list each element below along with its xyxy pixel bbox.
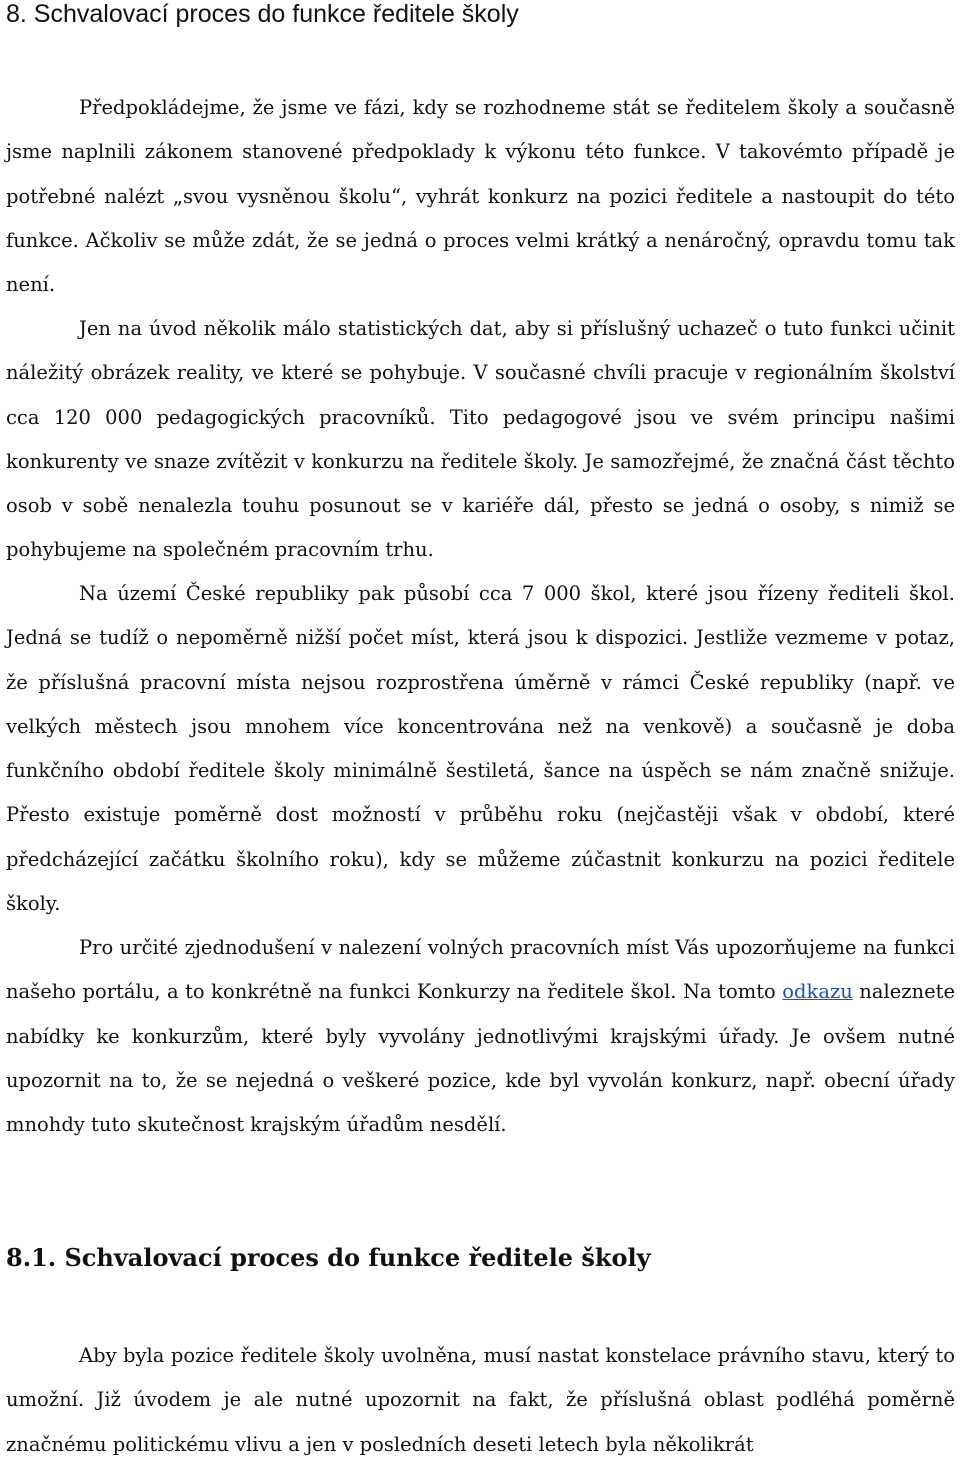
paragraph-statistics: Jen na úvod několik málo statistických dat, aby si příslušný uchazeč o tuto funkci učinit náležitý obrázek reality, ve které se pohybuje. V současné chvíli pracuje v regionálním školství cca 120 000 pedagogických pracovníků. Tito pedagogové jsou ve svém principu našimi konkurenty ve snaze zvítězit v konkurzu na ředitele školy. Je samozřejmé, že značná část těchto osob v sobě nenalezla touhu posunout se v kariéře dál, přesto se jedná o osoby, s nimiž se pohybujeme na společném pracovním trhu. [6,317,955,562]
paragraph-intro: Předpokládejme, že jsme ve fázi, kdy se rozhodneme stát se ředitelem školy a současně jsme naplnili zákonem stanovené předpoklady k výkonu této funkce. V takovémto případě je potřebné nalézt „svou vysněnou školu“, vyhrát konkurz na pozici ředitele a nastoupit do této funkce. Ačkoliv se může zdát, že se jedná o proces velmi krátký a nenáročný, opravdu tomu tak není. [6,96,955,296]
paragraph-portal-vacancies [6,926,955,1147]
section-heading-8-1: 8.1. Schvalovací proces do funkce ředitele školy [6,1243,651,1272]
odkazu-link[interactable]: odkazu [782,980,853,1004]
paragraph-schools-count: Na území České republiky pak působí cca 7 000 škol, které jsou řízeny řediteli škol. Jedná se tudíž o nepoměrně nižší počet míst, která jsou k dispozici. Jestliže vezmeme v potaz, že příslušná pracovní místa nejsou rozprostřena úměrně v rámci České republiky (např. ve velkých městech jsou mnohem více koncentrována než na venkově) a současně je doba funkčního období ředitele školy minimálně šestiletá, šance na úspěch se nám značně snižuje. Přesto existuje poměrně dost možností v průběhu roku (nejčastěji však v období, které předcházející začátku školního roku), kdy se můžeme zúčastnit konkurzu na pozici ředitele školy. [6,582,955,915]
paragraph-position-vacancy: Aby byla pozice ředitele školy uvolněna, musí nastat konstelace právního stavu, který to umožní. Již úvodem je ale nutné upozornit na fakt, že příslušná oblast podléhá poměrně značnému politickému vlivu a jen v posledních deseti letech byla několikrát [6,1344,955,1456]
paragraph-portal-text-after: naleznete nabídky ke konkurzům, které byly vyvolány jednotlivými krajskými úřady. Je ovšem nutné upozornit na to, že se nejedná o veškeré pozice, kde byl vyvolán konkurz, např. obecní úřady mnohdy tuto skutečnost krajským úřadům nesdělí. [6,980,955,1136]
section-heading-8: 8. Schvalovací proces do funkce ředitele školy [6,0,519,28]
paragraph-portal-text-before: Pro určité zjednodušení v nalezení volných pracovních míst Vás upozorňujeme na funkci našeho portálu, a to konkrétně na funkci Konkurzy na ředitele škol. Na tomto [6,936,955,1004]
